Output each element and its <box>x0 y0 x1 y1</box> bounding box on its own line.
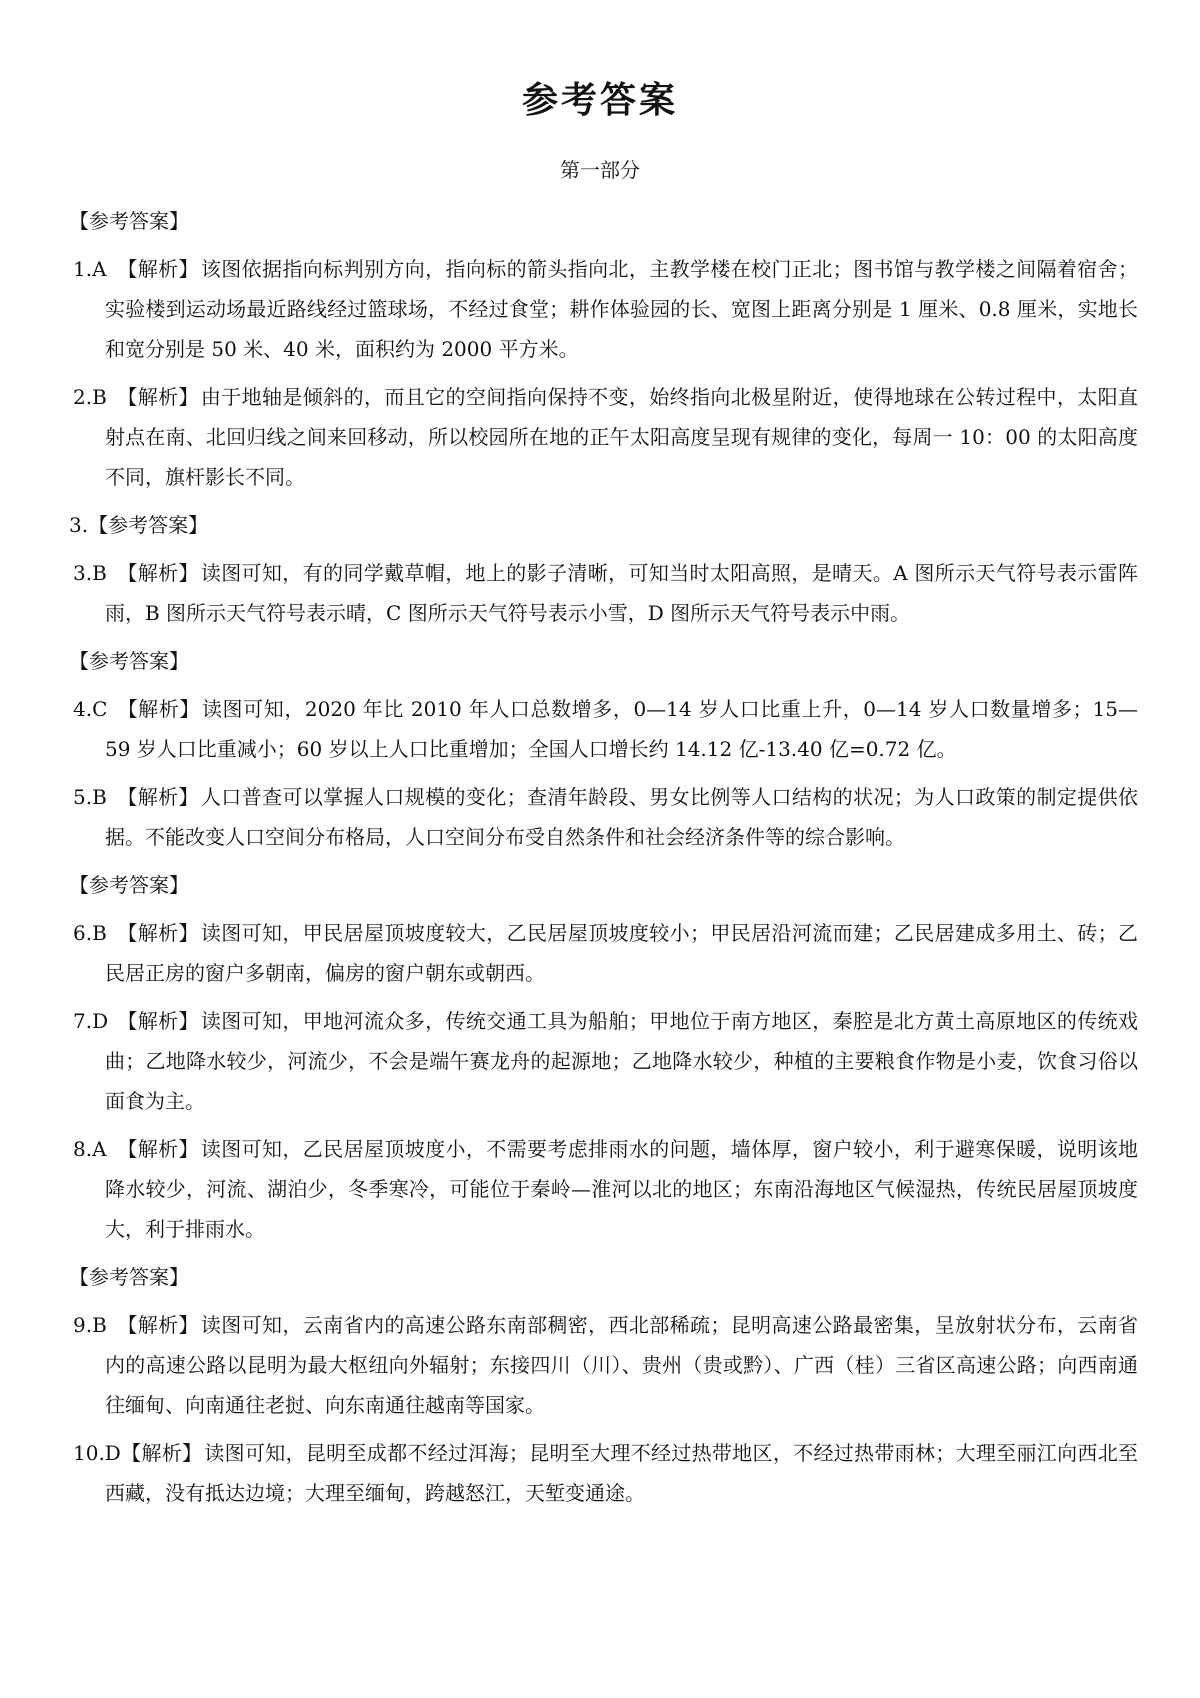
answer-number: 9.B <box>73 1313 107 1337</box>
analysis-text: 读图可知，有的同学戴草帽，地上的影子清晰，可知当时太阳高照，是晴天。A 图所示天气符号表示雷阵雨，B 图所示天气符号表示晴，C 图所示天气符号表示小雪，D 图所示天气符号表示中雨。 <box>105 561 1138 625</box>
reference-answer-heading: 【参考答案】 <box>69 649 189 673</box>
answer-number: 10.D <box>73 1441 121 1465</box>
answer-number: 8.A <box>73 1137 107 1161</box>
analysis-tag: 【解析】 <box>117 385 199 409</box>
analysis-text: 由于地轴是倾斜的，而且它的空间指向保持不变，始终指向北极星附近，使得地球在公转过程中，太阳直射点在南、北回归线之间来回移动，所以校园所在地的正午太阳高度呈现有规律的变化，每周一 10：00 的太阳高度不同，旗杆影长不同。 <box>105 385 1139 489</box>
analysis-tag: 【解析】 <box>120 1441 203 1465</box>
reference-answer-heading: 【参考答案】 <box>69 1265 189 1289</box>
reference-answer-heading: 3.【参考答案】 <box>69 513 209 537</box>
answer-item <box>73 777 1138 857</box>
analysis-text: 读图可知，甲民居屋顶坡度较大，乙民居屋顶坡度较小；甲民居沿河流而建；乙民居建成多用土、砖；乙民居正房的窗户多朝南，偏房的窗户朝东或朝西。 <box>105 921 1139 985</box>
analysis-tag: 【解析】 <box>117 697 200 721</box>
section-subtitle: 第一部分 <box>560 158 640 182</box>
analysis-text: 读图可知，甲地河流众多，传统交通工具为船舶；甲地位于南方地区，秦腔是北方黄土高原地区的传统戏曲；乙地降水较少，河流少，不会是端午赛龙舟的起源地；乙地降水较少，种植的主要粮食作物是小麦，饮食习俗以面食为主。 <box>105 1009 1139 1113</box>
analysis-tag: 【解析】 <box>117 785 199 809</box>
answer-item <box>73 1433 1138 1513</box>
analysis-text: 读图可知，昆明至成都不经过洱海；昆明至大理不经过热带地区，不经过热带雨林；大理至丽江向西北至西藏，没有抵达边境；大理至缅甸，跨越怒江，天堑变通途。 <box>105 1441 1138 1505</box>
page-title: 参考答案 <box>521 79 678 121</box>
answer-item <box>73 913 1138 993</box>
analysis-tag: 【解析】 <box>117 561 199 585</box>
analysis-tag: 【解析】 <box>117 1137 199 1161</box>
analysis-tag: 【解析】 <box>117 257 199 281</box>
answer-item <box>73 249 1138 369</box>
answer-number: 1.A <box>73 257 107 281</box>
analysis-text: 该图依据指向标判别方向，指向标的箭头指向北，主教学楼在校门正北；图书馆与教学楼之间隔着宿舍；实验楼到运动场最近路线经过篮球场，不经过食堂；耕作体验园的长、宽图上距离分别是 1 厘米、0.8 厘米，实地长和宽分别是 50 米、40 米，面积约为 2000 平方米。 <box>105 257 1139 361</box>
analysis-tag: 【解析】 <box>117 1009 199 1033</box>
answer-number: 5.B <box>73 785 107 809</box>
answer-item <box>73 1129 1138 1249</box>
answer-list <box>69 201 1139 1521</box>
analysis-text: 读图可知，云南省内的高速公路东南部稠密，西北部稀疏；昆明高速公路最密集，呈放射状分布，云南省内的高速公路以昆明为最大枢纽向外辐射；东接四川（川）、贵州（贵或黔）、广西（桂）三省区高速公路；向西南通往缅甸、向南通往老挝、向东南通往越南等国家。 <box>105 1313 1139 1417</box>
answer-number: 7.D <box>73 1009 109 1033</box>
answer-item <box>73 689 1138 769</box>
analysis-text: 读图可知，乙民居屋顶坡度小，不需要考虑排雨水的问题，墙体厚，窗户较小，利于避寒保暖，说明该地降水较少，河流、湖泊少，冬季寒冷，可能位于秦岭—淮河以北的地区；东南沿海地区气候湿热，传统民居屋顶坡度大，利于排雨水。 <box>105 1137 1139 1241</box>
answer-item <box>73 1001 1138 1121</box>
answer-number: 6.B <box>73 921 107 945</box>
reference-answer-heading: 【参考答案】 <box>69 209 189 233</box>
analysis-tag: 【解析】 <box>117 1313 199 1337</box>
reference-answer-heading: 【参考答案】 <box>69 873 189 897</box>
answer-number: 4.C <box>73 697 108 721</box>
answer-item <box>73 553 1138 633</box>
answer-number: 3.B <box>73 561 107 585</box>
analysis-tag: 【解析】 <box>117 921 199 945</box>
answer-item <box>73 377 1138 497</box>
analysis-text: 读图可知，2020 年比 2010 年人口总数增多，0—14 岁人口比重上升，0—14 岁人口数量增多；15—59 岁人口比重减小；60 岁以上人口比重增加；全国人口增长约 14.12 亿-13.40 亿=0.72 亿。 <box>105 697 1138 761</box>
answer-number: 2.B <box>73 385 107 409</box>
answer-item <box>73 1305 1138 1425</box>
analysis-text: 人口普查可以掌握人口规模的变化；查清年龄段、男女比例等人口结构的状况；为人口政策的制定提供依据。不能改变人口空间分布格局，人口空间分布受自然条件和社会经济条件等的综合影响。 <box>105 785 1139 849</box>
